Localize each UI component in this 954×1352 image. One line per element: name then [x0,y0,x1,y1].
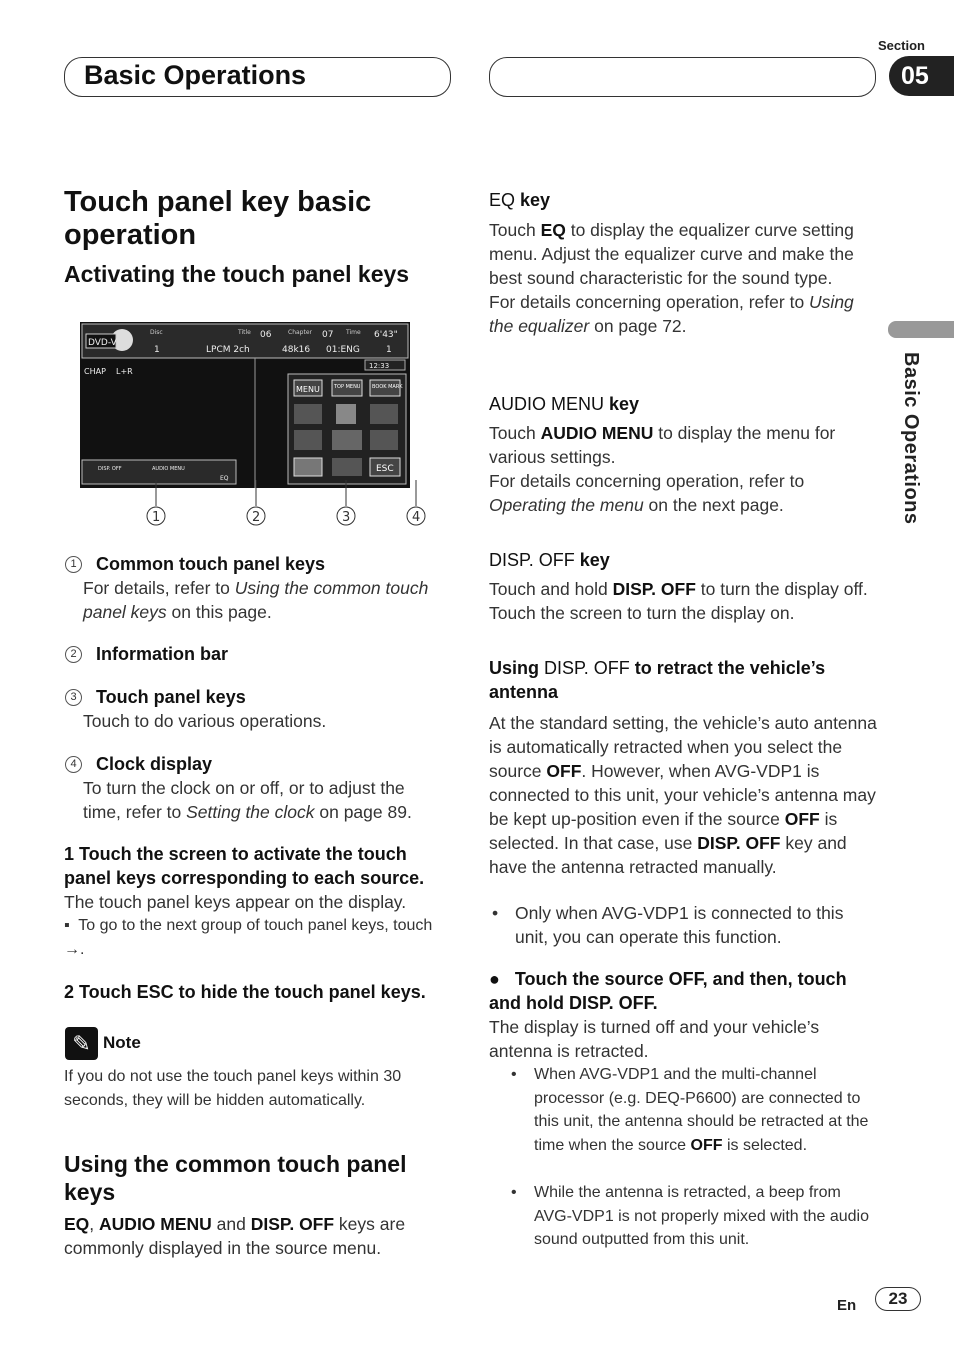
item-4-body: To turn the clock on or off, or to adjust the time, refer to Setting the clock on page 89. [83,778,412,822]
eq-key-heading: EQ key [489,190,551,210]
svg-text:L+R: L+R [116,367,133,376]
svg-text:4: 4 [412,510,421,525]
item-2-number: 2 [65,644,82,663]
svg-text:Disc: Disc [150,329,163,336]
svg-text:BOOK MARK: BOOK MARK [372,384,403,390]
square-bullet-icon: ▪ [64,917,70,934]
header-empty-frame [489,57,876,97]
retract-antenna-body: At the standard setting, the vehicle’s auto antenna is automatically retracted when you select the source OFF. However, when AVG-VDP1 is connected to this unit, your vehicle’s antenna may be kept up-position even if the source OFF is selected. In that case, use DISP. OFF key and have the antenna retracted manually. [489,713,877,877]
svg-text:2: 2 [252,510,261,525]
svg-text:DISP. OFF: DISP. OFF [98,466,122,472]
bullet-dot-icon: • [511,1184,517,1201]
audio-menu-key-heading: AUDIO MENU key [489,394,640,414]
side-tab-bar [888,321,954,338]
svg-text:1: 1 [152,510,161,525]
step-2-title: 2 Touch ESC to hide the touch panel keys. [64,982,426,1002]
svg-text:AUDIO MENU: AUDIO MENU [152,466,185,472]
subheading-common: Using the common touch panel keys [64,1151,407,1205]
touch-bullet-2: While the antenna is retracted, a beep from AVG-VDP1 is not properly mixed with the audio sound outputted from this unit. [534,1184,869,1248]
eq-key-body: Touch EQ to display the equalizer curve setting menu. Adjust the equalizer curve and make the best sound characteristic for the sound type. For details concerning operation, refer to Using the equalizer on page 72. [489,220,854,336]
item-1-number: 1 [65,554,82,573]
language-label: En [837,1297,857,1314]
svg-text:3: 3 [342,510,351,525]
bullet-dot-icon: • [511,1066,517,1083]
svg-text:1: 1 [386,345,392,355]
step-1-bullet: ▪ To go to the next group of touch panel keys, touch →. [64,917,433,958]
retract-antenna-bullet: Only when AVG-VDP1 is connected to this unit, you can operate this function. [515,903,844,947]
screen-figure [80,322,410,488]
screen-illustration [80,322,410,488]
figure-callouts [60,480,440,530]
svg-text:01:ENG: 01:ENG [326,345,360,355]
svg-text:Title: Title [238,329,251,336]
svg-text:12:33: 12:33 [369,362,390,370]
svg-text:1: 1 [154,345,160,355]
svg-text:ESC: ESC [376,464,394,474]
item-2-title: Information bar [96,644,229,664]
svg-text:07: 07 [322,330,334,340]
touch-bullet-1: When AVG-VDP1 and the multi-channel processor (e.g. DEQ-P6600) are connected to this unit, the antenna should be retracted at the time when the source OFF is selected. [534,1066,869,1154]
subheading-activating: Activating the touch panel keys [64,261,410,287]
retract-antenna-heading: Using DISP. OFF to retract the vehicle’s antenna [489,658,826,702]
svg-text:48k16: 48k16 [282,345,311,355]
page-title: Touch panel key basic operation [64,186,372,251]
item-1-body: For details, refer to Using the common touch panel keys on this page. [83,578,429,622]
svg-text:TOP MENU: TOP MENU [334,384,361,390]
svg-text:MENU: MENU [296,385,320,394]
header-title: Basic Operations [84,60,307,90]
note-pencil-icon: ✎ [65,1027,98,1060]
touch-source-off-step: ● Touch the source OFF, and then, touch and hold DISP. OFF. [489,969,847,1013]
item-4-number: 4 [65,754,82,773]
step-1-title: 1 Touch the screen to activate the touch panel keys corresponding to each source. [64,844,425,888]
page-number: 23 [875,1287,921,1311]
svg-text:06: 06 [260,330,272,340]
disp-off-key-heading: DISP. OFF key [489,550,610,570]
item-3-number: 3 [65,687,82,706]
svg-text:EQ: EQ [220,475,229,482]
svg-text:Time: Time [346,329,361,336]
item-3-body: Touch to do various operations. [83,711,327,731]
item-3-title: Touch panel keys [96,687,246,707]
svg-text:CHAP: CHAP [84,367,106,376]
side-tab-label: Basic Operations [900,352,922,525]
disp-off-key-body: Touch and hold DISP. OFF to turn the display off. Touch the screen to turn the display on. [489,579,868,623]
bullet-dot-icon: • [492,903,499,923]
section-number: 05 [889,56,954,96]
svg-text:Chapter: Chapter [288,329,312,336]
step-1-body: The touch panel keys appear on the display. [64,892,407,912]
touch-source-off-body: The display is turned off and your vehicle’s antenna is retracted. [489,1017,820,1061]
svg-text:6'43": 6'43" [374,330,398,340]
section-label: Section [878,38,925,53]
item-1-title: Common touch panel keys [96,554,326,574]
svg-text:LPCM 2ch: LPCM 2ch [206,345,250,355]
svg-text:DVD-V: DVD-V [88,338,117,348]
filled-circle-icon: ● [489,969,500,989]
common-body: EQ, AUDIO MENU and DISP. OFF keys are commonly displayed in the source menu. [64,1214,406,1258]
item-4-title: Clock display [96,754,213,774]
audio-menu-key-body: Touch AUDIO MENU to display the menu for various settings. For details concerning operation, refer to Operating the menu on the next page. [489,423,836,515]
note-body: If you do not use the touch panel keys within 30 seconds, they will be hidden automatically. [64,1068,402,1109]
note-title: Note [103,1033,141,1052]
arrow-right-icon: →. [64,940,85,958]
